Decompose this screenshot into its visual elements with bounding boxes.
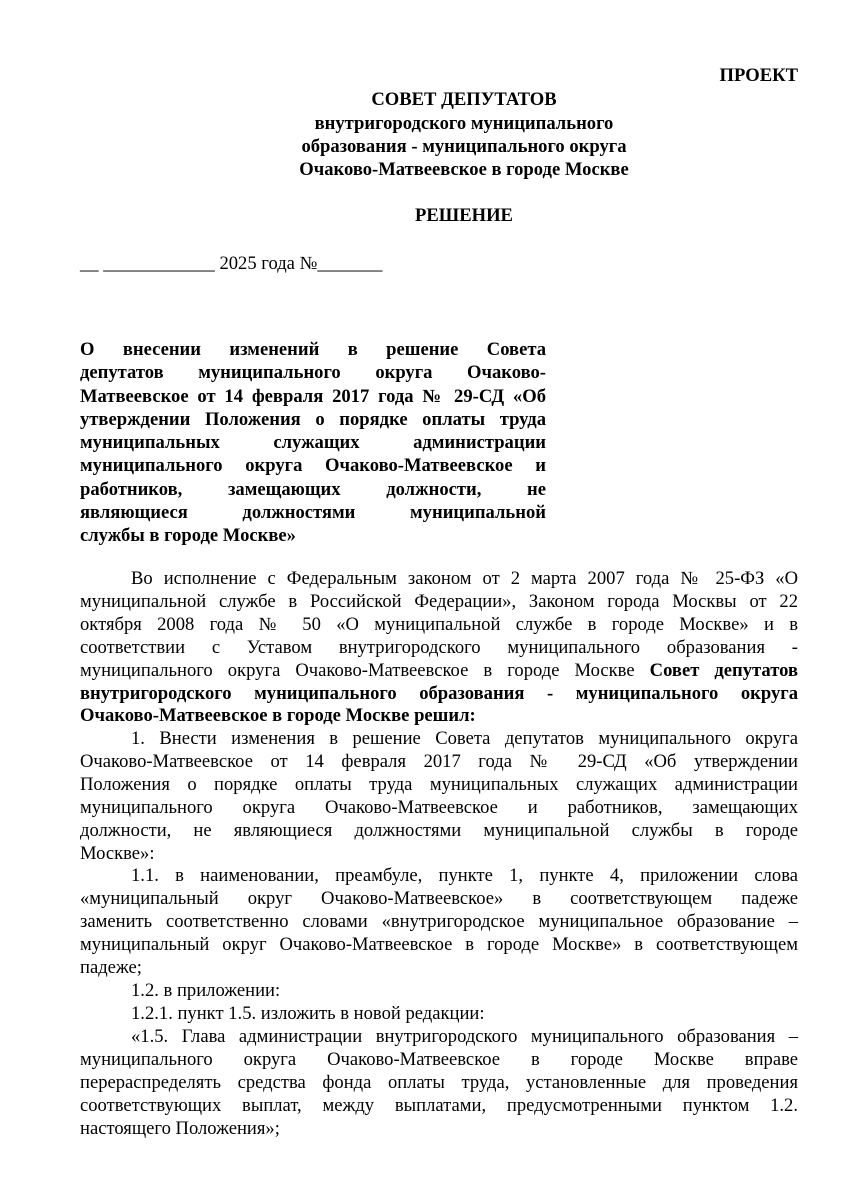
title-line: являющиеся должностями муниципальной (80, 502, 546, 524)
decision-title (80, 338, 546, 548)
quoted-item-line: настоящего Положения»; (80, 1117, 280, 1139)
preamble-line: соответствии с Уставом внутригородского муниципального образования - (80, 636, 798, 658)
title-line: депутатов муниципального округа Очаково- (80, 362, 546, 384)
preamble-line (80, 660, 798, 683)
title-line: муниципального округа Очаково-Матвеевское и (80, 455, 546, 477)
title-line: Матвеевское от 14 февраля 2017 года № 29-СД «Об (80, 385, 546, 407)
decision-heading: РЕШЕНИЕ (415, 205, 513, 226)
title-line: утверждении Положения о порядке оплаты труда (80, 408, 546, 430)
draft-stamp: ПРОЕКТ (719, 65, 798, 86)
date-number-line: __ ____________ 2025 года №_______ (80, 253, 383, 274)
org-subtitle-line-1: внутригородского муниципального (314, 113, 614, 134)
item-1-1-line: 1.1. в наименовании, преамбуле, пункте 1, пункте 4, приложении слова (131, 865, 798, 886)
preamble-paragraph (80, 568, 798, 728)
title-line: работников, замещающих должности, не (80, 478, 546, 500)
item-1-2-1-paragraph (80, 1003, 798, 1026)
quoted-item-line: перераспределять средства фонда оплаты труда, установленные для проведения (80, 1071, 798, 1093)
quoted-item-line: соответствующих выплат, между выплатами, предусмотренными пунктом 1.2. (80, 1094, 798, 1116)
item-1-2-paragraph (80, 980, 798, 1003)
item-1-2-line: 1.2. в приложении: (131, 980, 281, 1001)
item-1-line: Положения о порядке оплаты труда муниципальных служащих администрации (80, 773, 798, 795)
item-1-line: муниципального округа Очаково-Матвеевское и работников, замещающих (80, 796, 798, 818)
preamble-bold-line: Очаково-Матвеевское в городе Москве решил: (80, 705, 476, 727)
org-subtitle-line-3: Очаково-Матвеевское в городе Москве (299, 159, 629, 180)
preamble-bold-text: Совет депутатов (649, 659, 798, 681)
title-line: службы в городе Москве» (80, 525, 296, 547)
title-line: О внесении изменений в решение Совета (80, 339, 546, 360)
item-1-line: должности, не являющиеся должностями муниципальной службы в городе (80, 819, 798, 841)
item-1-1-line: заменить соответственно словами «внутригородское муниципальное образование – (80, 910, 798, 932)
item-1-line: Очаково-Матвеевское от 14 февраля 2017 года № 29-СД «Об утверждении (80, 750, 798, 772)
preamble-line: октября 2008 года № 50 «О муниципальной службе в городе Москве» и в (80, 613, 798, 635)
item-1-paragraph (80, 728, 798, 865)
org-title: СОВЕТ ДЕПУТАТОВ (371, 89, 557, 110)
item-1-1-line: падеже; (80, 956, 142, 978)
preamble-text: муниципального округа Очаково-Матвеевское в городе Москве (80, 659, 650, 681)
item-1-1-line: муниципальный округ Очаково-Матвеевское в городе Москве» в соответствующем (80, 933, 798, 955)
quoted-item-line: «1.5. Глава администрации внутригородского муниципального образования – (131, 1026, 798, 1047)
item-1-line: Москве»: (80, 842, 155, 864)
org-subtitle-line-2: образования - муниципального округа (301, 136, 627, 157)
item-1-1-paragraph (80, 865, 798, 980)
item-1-2-1-line: 1.2.1. пункт 1.5. изложить в новой редакции: (131, 1003, 485, 1024)
quoted-item-line: муниципального округа Очаково-Матвеевское в городе Москве вправе (80, 1048, 798, 1070)
item-1-1-line: «муниципальный округ Очаково-Матвеевское» в соответствующем падеже (80, 887, 798, 909)
title-line: муниципальных служащих администрации (80, 432, 546, 454)
preamble-line: муниципальной службе в Российской Федерации», Законом города Москвы от 22 (80, 590, 798, 612)
quoted-item-paragraph (80, 1026, 798, 1141)
item-1-line: 1. Внести изменения в решение Совета депутатов муниципального округа (131, 728, 798, 749)
preamble-line: Во исполнение с Федеральным законом от 2 марта 2007 года № 25-ФЗ «О (131, 568, 798, 589)
preamble-bold-line: внутригородского муниципального образования - муниципального округа (80, 682, 798, 704)
